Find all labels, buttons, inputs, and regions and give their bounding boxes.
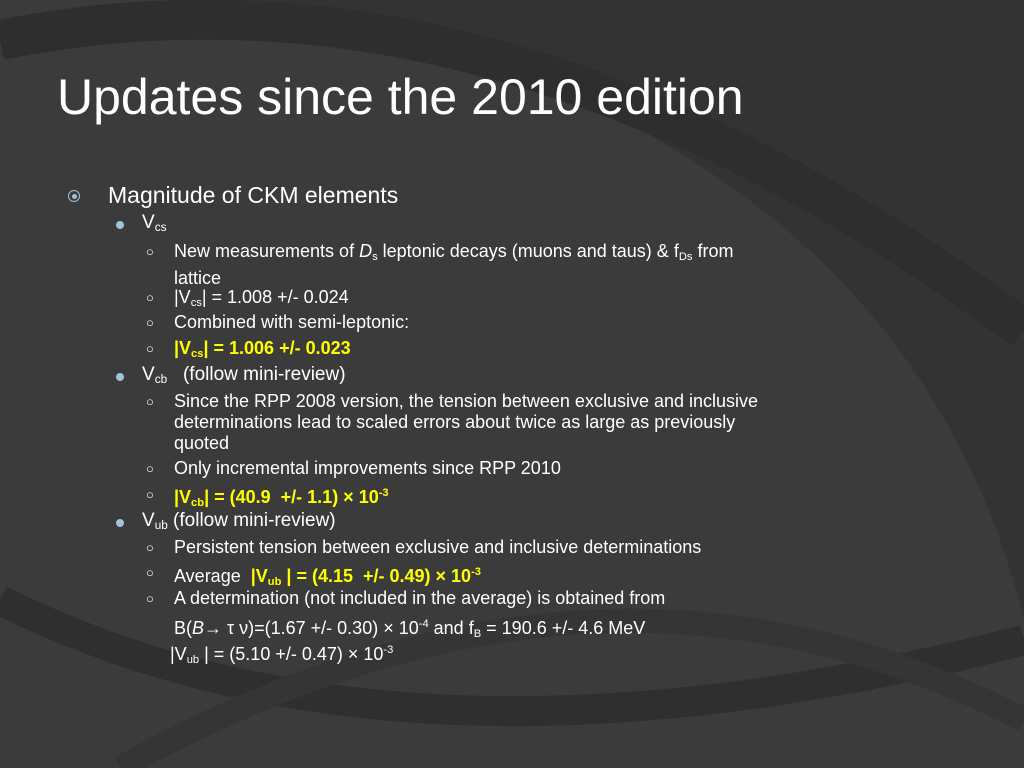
vub-item-tension: Persistent tension between exclusive and inclusive determinations bbox=[174, 537, 702, 557]
bullet-dot-icon bbox=[116, 373, 124, 381]
ring-bullet-icon: ○ bbox=[146, 487, 154, 502]
ring-bullet-icon: ○ bbox=[146, 461, 154, 476]
vcs-item-combined: Combined with semi-leptonic: bbox=[174, 312, 410, 332]
vcb-item-result: $|V_{cb}| = (40.9$ +/- $1.1) \times 10^{-3}$ bbox=[174, 487, 389, 509]
vcs-item-measurements: New measurements of $D_s$ leptonic decays (muons and taus) & $f_{Ds}$ from lattice bbox=[174, 241, 734, 288]
vcs-item-value: $|V_{cs}| = 1.008$ +/- 0.024 bbox=[174, 287, 349, 309]
vub-item-btau-result: $|V_{ub}$ | = (5.10 +/- $0.47) \times 10^{-3}$ bbox=[170, 644, 394, 666]
ring-bullet-icon: ○ bbox=[146, 565, 154, 580]
ring-bullet-icon: ○ bbox=[146, 244, 154, 259]
vcb-item-tension: Since the RPP 2008 version, the tension between exclusive and inclusive determinations lead to scaled errors about twice as large as previously quoted bbox=[174, 391, 759, 453]
vub-item-average: Average $|V_{ub}$ | = (4.15 +/- $0.49) \times 10^{-3}$ bbox=[174, 566, 481, 588]
level1-bullet-icon bbox=[68, 190, 80, 202]
bullet-dot-icon bbox=[116, 221, 124, 229]
vcb-item-improvements: Only incremental improvements since RPP 2010 bbox=[174, 458, 561, 478]
ring-bullet-icon: ○ bbox=[146, 290, 154, 305]
ring-bullet-icon: ○ bbox=[146, 394, 154, 409]
page-title: Updates since the 2010 edition bbox=[57, 69, 744, 125]
vub-item-btau: B(B→ τ ν)=(1.67 +/- $0.30) \times 10^{-4}$ and $f_B = 190.6$ +/- 4.6 MeV bbox=[174, 618, 646, 640]
vcb-label: $V_{cb}$ (follow mini-review) bbox=[142, 364, 346, 386]
heading-ckm: Magnitude of CKM elements bbox=[108, 182, 399, 208]
vcs-label: $V_{cs}$ bbox=[142, 212, 167, 234]
bullet-dot-icon bbox=[116, 519, 124, 527]
ring-bullet-icon: ○ bbox=[146, 540, 154, 555]
ring-bullet-icon: ○ bbox=[146, 341, 154, 356]
ring-bullet-icon: ○ bbox=[146, 315, 154, 330]
vub-label: $V_{ub}$ (follow mini-review) bbox=[142, 510, 336, 532]
ring-bullet-icon: ○ bbox=[146, 591, 154, 606]
vub-item-determination: A determination (not included in the average) is obtained from bbox=[174, 588, 666, 608]
vcs-item-result: $|V_{cs}| = 1.006$ +/- 0.023 bbox=[174, 338, 351, 360]
